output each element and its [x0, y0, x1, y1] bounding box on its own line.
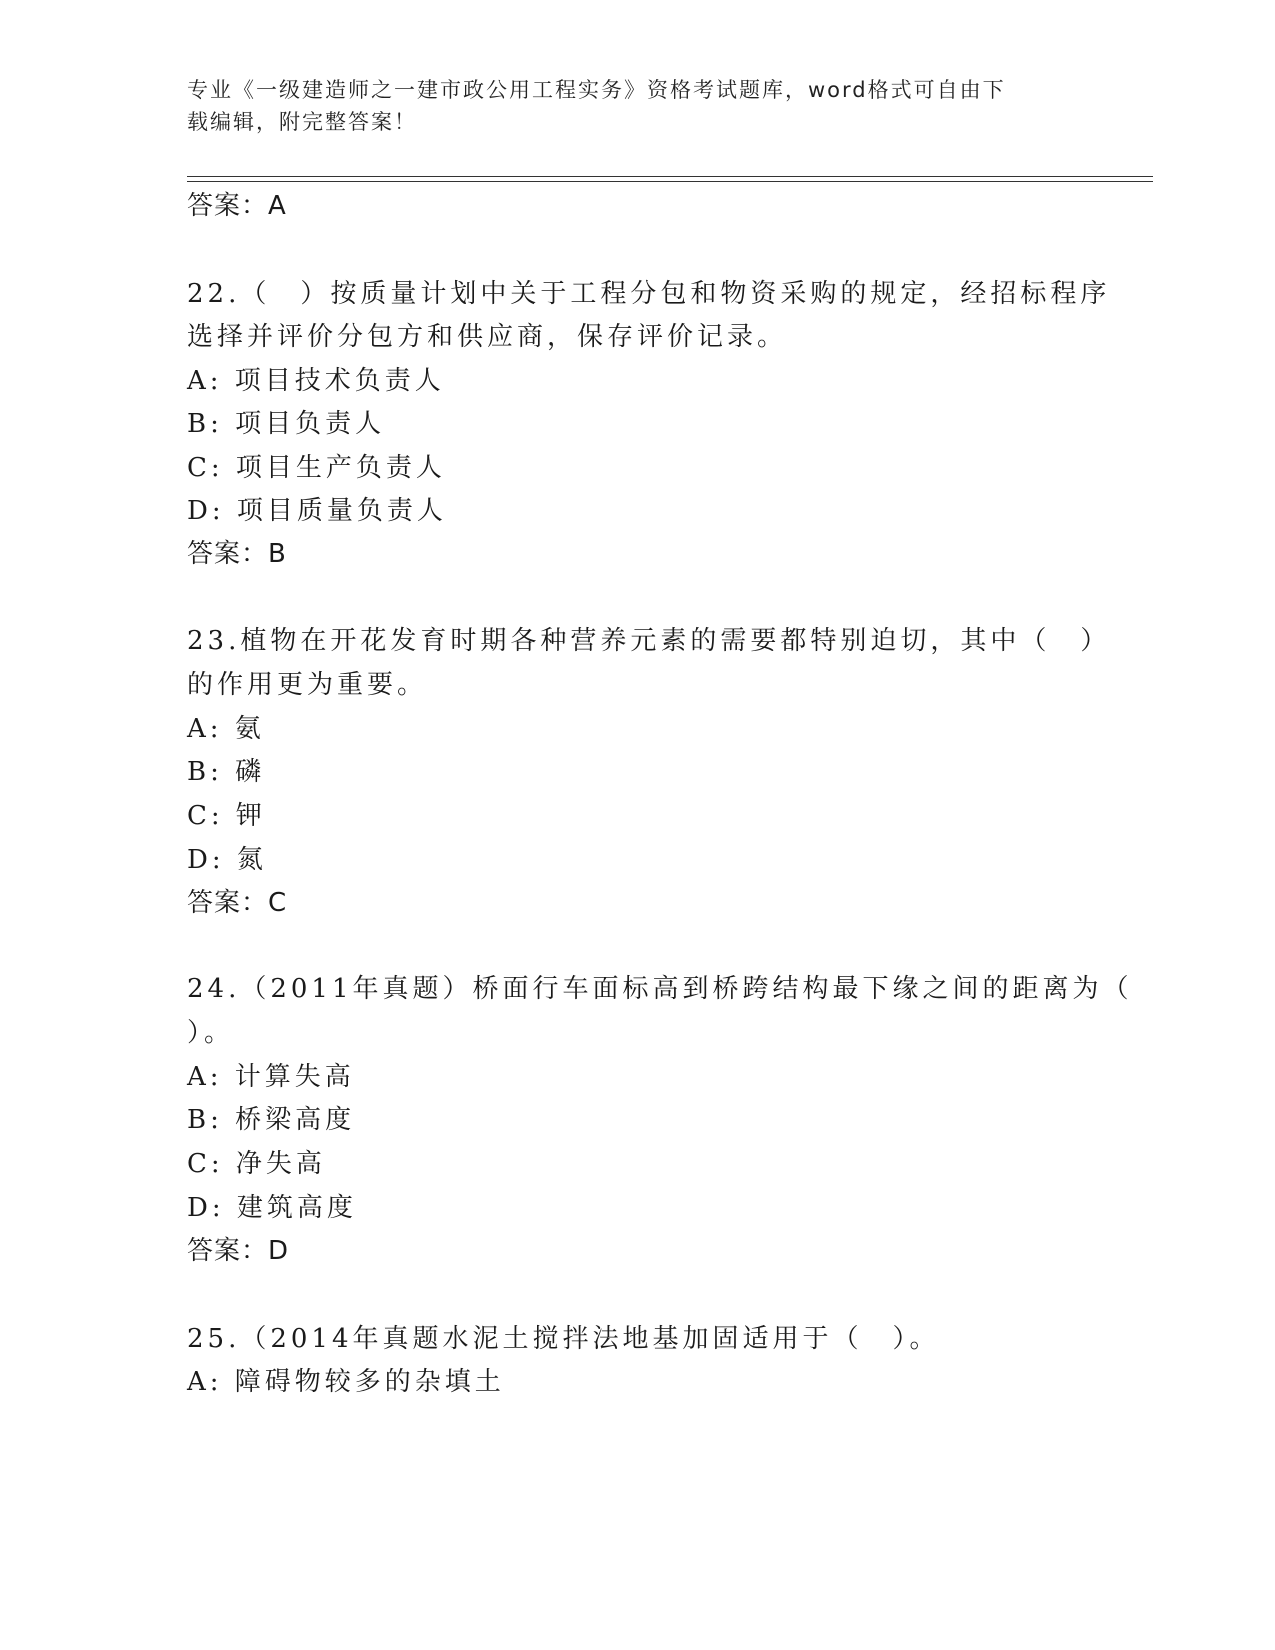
question-23-option-c: C: 钾 [187, 801, 266, 831]
question-24-option-d: D: 建筑高度 [187, 1193, 357, 1223]
question-24-option-c: C: 净失高 [187, 1149, 326, 1179]
question-22-option-c: C: 项目生产负责人 [187, 453, 446, 483]
question-22-option-d: D: 项目质量负责人 [187, 496, 447, 526]
question-24-text-line-1: 24.（2011年真题）桥面行车面标高到桥跨结构最下缘之间的距离为（ [187, 974, 1133, 1004]
answer-22: 答案：B [187, 539, 287, 569]
document-header [187, 74, 1067, 138]
question-25-text-line-1: 25.（2014年真题水泥土搅拌法地基加固适用于（ ）。 [187, 1324, 940, 1354]
question-24-option-b: B: 桥梁高度 [187, 1105, 356, 1135]
question-23-text-line-2: 的作用更为重要。 [187, 670, 428, 700]
question-22-text-line-1: 22.（ ）按质量计划中关于工程分包和物资采购的规定，经招标程序 [187, 279, 1111, 309]
header-line-1: 专业《一级建造师之一建市政公用工程实务》资格考试题库，word格式可自由下 [187, 78, 1006, 102]
question-23-option-a: A: 氨 [187, 714, 265, 744]
question-23-option-b: B: 磷 [187, 757, 266, 787]
answer-24: 答案：D [187, 1236, 290, 1266]
header-divider-top [187, 176, 1153, 177]
question-22-text-line-2: 选择并评价分包方和供应商，保存评价记录。 [187, 322, 788, 352]
question-22-option-b: B: 项目负责人 [187, 409, 386, 439]
question-24-text-line-2: ）。 [187, 1018, 235, 1048]
answer-21: 答案：A [187, 191, 287, 221]
question-23-text-line-1: 23.植物在开花发育时期各种营养元素的需要都特别迫切，其中（ ） [187, 626, 1111, 656]
answer-23: 答案：C [187, 888, 288, 918]
question-23-option-d: D: 氮 [187, 845, 267, 875]
question-22-option-a: A: 项目技术负责人 [187, 366, 445, 396]
question-25-option-a: A: 障碍物较多的杂填土 [187, 1367, 505, 1397]
header-divider-bottom [187, 181, 1153, 182]
question-24-option-a: A: 计算失高 [187, 1062, 355, 1092]
header-line-2: 载编辑，附完整答案！ [187, 110, 417, 134]
